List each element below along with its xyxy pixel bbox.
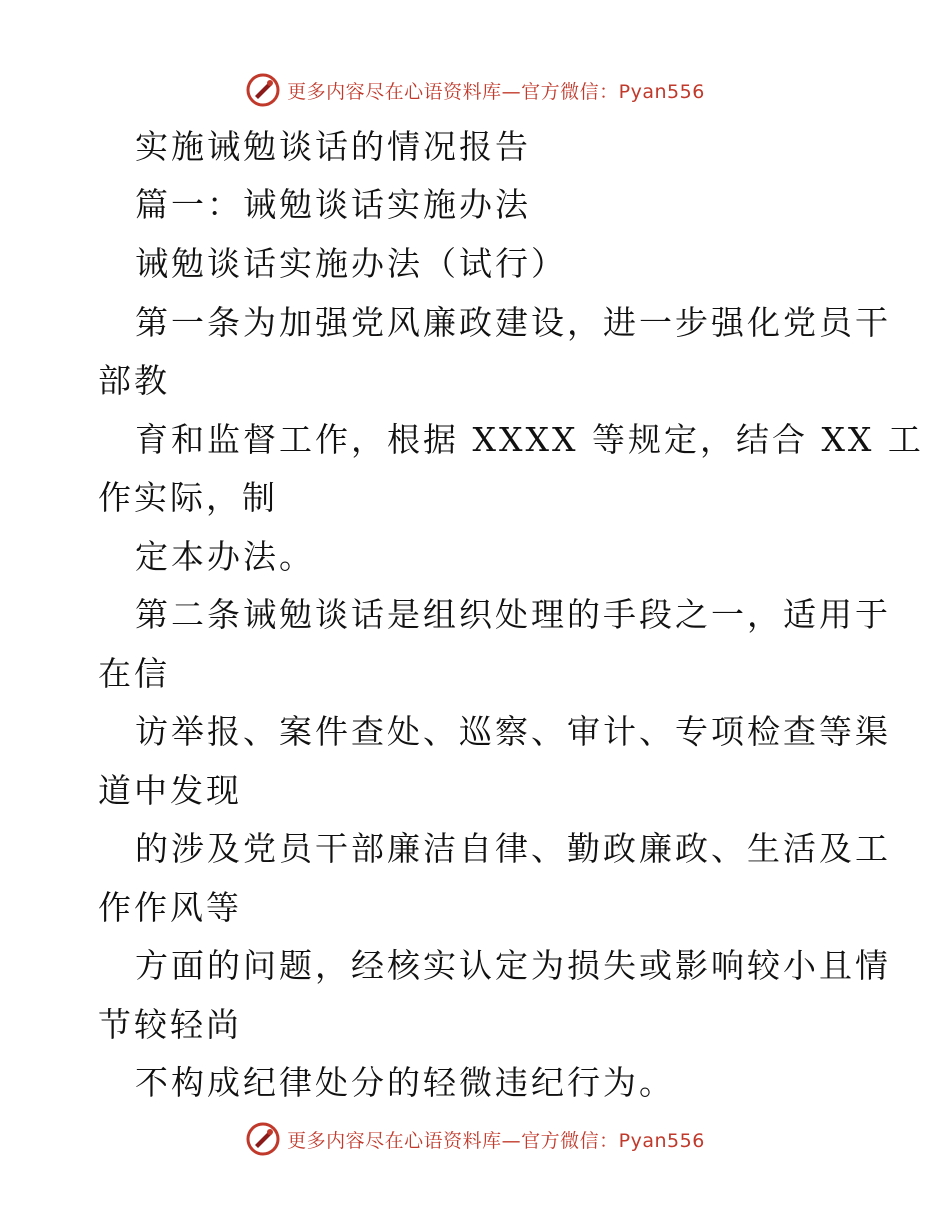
text-line: 第二条诫勉谈话是组织处理的手段之一，适用于 [135, 595, 891, 634]
text-line: 育和监督工作，根据 XXXX 等规定，结合 XX 工 [135, 420, 924, 459]
text-line: 诫勉谈话实施办法（试行） [135, 244, 567, 283]
text-line: 的涉及党员干部廉洁自律、勤政廉政、生活及工 [135, 829, 891, 868]
watermark-text: 更多内容尽在心语资料库—官方微信：Pyan556 [287, 1129, 705, 1152]
footer-watermark [0, 1119, 950, 1159]
text-line: 部教 [98, 361, 170, 400]
text-line: 方面的问题，经核实认定为损失或影响较小且情 [135, 946, 891, 985]
text-line: 作实际，制 [98, 478, 278, 517]
text-line: 作作风等 [98, 888, 242, 927]
text-line: 访举报、案件查处、巡察、审计、专项检查等渠 [135, 712, 891, 751]
document-title: 实施诫勉谈话的情况报告 [135, 127, 531, 166]
text-line: 道中发现 [98, 771, 242, 810]
seal-logo-icon [245, 1121, 281, 1157]
text-line: 节较轻尚 [98, 1005, 242, 1044]
seal-logo-icon [245, 72, 281, 108]
text-line: 第一条为加强党风廉政建设，进一步强化党员干 [135, 303, 891, 342]
text-line: 篇一：诫勉谈话实施办法 [135, 185, 531, 224]
watermark-text: 更多内容尽在心语资料库—官方微信：Pyan556 [287, 80, 705, 103]
text-line: 不构成纪律处分的轻微违纪行为。 [135, 1063, 675, 1102]
header-watermark [0, 70, 950, 110]
text-line: 定本办法。 [135, 537, 315, 576]
text-line: 在信 [98, 654, 170, 693]
